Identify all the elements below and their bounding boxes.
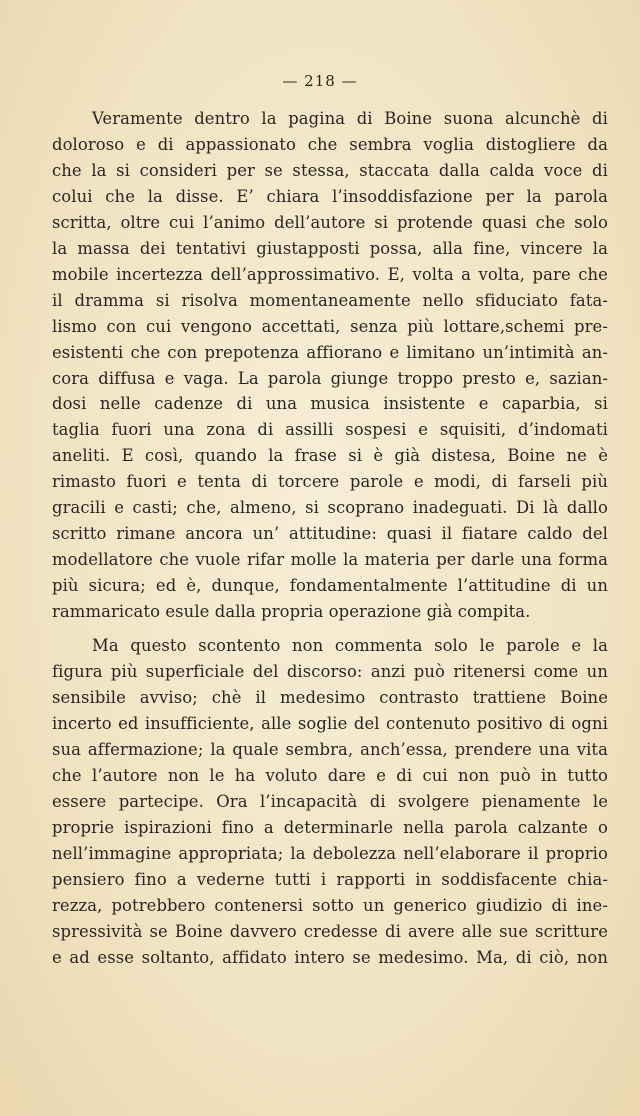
text-line: più sicura; ed è, dunque, fondamentalmente l’attitudine di un <box>52 576 608 596</box>
text-line: sensibile avviso; chè il medesimo contrasto trattiene Boine <box>52 687 608 707</box>
text-line: la massa dei tentativi giustapposti possa, alla fine, vincere la <box>52 238 608 258</box>
page-number: — 218 — <box>282 72 358 90</box>
text-line: sua affermazione; la quale sembra, anch’essa, prendere una vita <box>52 739 608 759</box>
text-line: dosi nelle cadenze di una musica insistente e caparbia, si <box>52 394 608 414</box>
text-line: essere partecipe. Ora l’incapacità di svolgere pienamente le <box>52 791 608 811</box>
text-line: scritta, oltre cui l’animo dell’autore si protende quasi che solo <box>52 212 608 232</box>
text-line: incerto ed insufficiente, alle soglie del contenuto positivo di ogni <box>52 713 608 733</box>
text-line: taglia fuori una zona di assilli sospesi e squisiti, d’indomati <box>52 420 608 440</box>
text-line: Ma questo scontento non commenta solo le parole e la <box>92 636 608 656</box>
text-line: colui che la disse. E’ chiara l’insoddisfazione per la parola <box>52 186 608 206</box>
body-text <box>52 106 608 970</box>
text-line: pensiero fino a vederne tutti i rapporti in soddisfacente chia- <box>52 869 608 889</box>
text-line: doloroso e di appassionato che sembra voglia distogliere da <box>52 134 608 154</box>
text-line: modellatore che vuole rifar molle la materia per darle una forma <box>52 550 608 570</box>
text-line: Veramente dentro la pagina di Boine suona alcunchè di <box>92 109 608 128</box>
text-line: nell’immagine appropriata; la debolezza nell’elaborare il proprio <box>52 843 608 863</box>
text-line: rezza, potrebbero contenersi sotto un generico giudizio di ine- <box>52 895 608 915</box>
text-line: figura più superficiale del discorso: anzi può ritenersi come un <box>52 662 608 682</box>
text-line: proprie ispirazioni fino a determinarle nella parola calzante o <box>52 817 608 837</box>
text-line: scritto rimane ancora un’ attitudine: quasi il fiatare caldo del <box>52 524 608 544</box>
text-line: cora diffusa e vaga. La parola giunge troppo presto e, sazian- <box>52 368 608 388</box>
text-line: gracili e casti; che, almeno, si scoprano inadeguati. Di là dallo <box>52 498 608 518</box>
text-line: rammaricato esule dalla propria operazione già compita. <box>52 602 531 622</box>
text-line: il dramma si risolva momentaneamente nello sfiduciato fata- <box>52 290 608 310</box>
text-line: rimasto fuori e tenta di torcere parole e modi, di farseli più <box>52 472 608 492</box>
text-line: spressività se Boine davvero credesse di avere alle sue scritture <box>52 921 608 941</box>
text-line: lismo con cui vengono accettati, senza più lottare,schemi pre- <box>52 316 608 336</box>
text-line: esistenti che con prepotenza affiorano e limitano un’intimità an- <box>52 342 608 362</box>
paragraph-gap <box>52 625 608 633</box>
text-line: che l’autore non le ha voluto dare e di cui non può in tutto <box>52 765 608 785</box>
text-line: e ad esse soltanto, affidato intero se medesimo. Ma, di ciò, non <box>52 947 608 967</box>
text-line: aneliti. E così, quando la frase si è già distesa, Boine ne è <box>52 446 608 466</box>
text-line: che la si consideri per se stessa, staccata dalla calda voce di <box>52 160 608 180</box>
text-line: mobile incertezza dell’approssimativo. E, volta a volta, pare che <box>52 264 608 284</box>
